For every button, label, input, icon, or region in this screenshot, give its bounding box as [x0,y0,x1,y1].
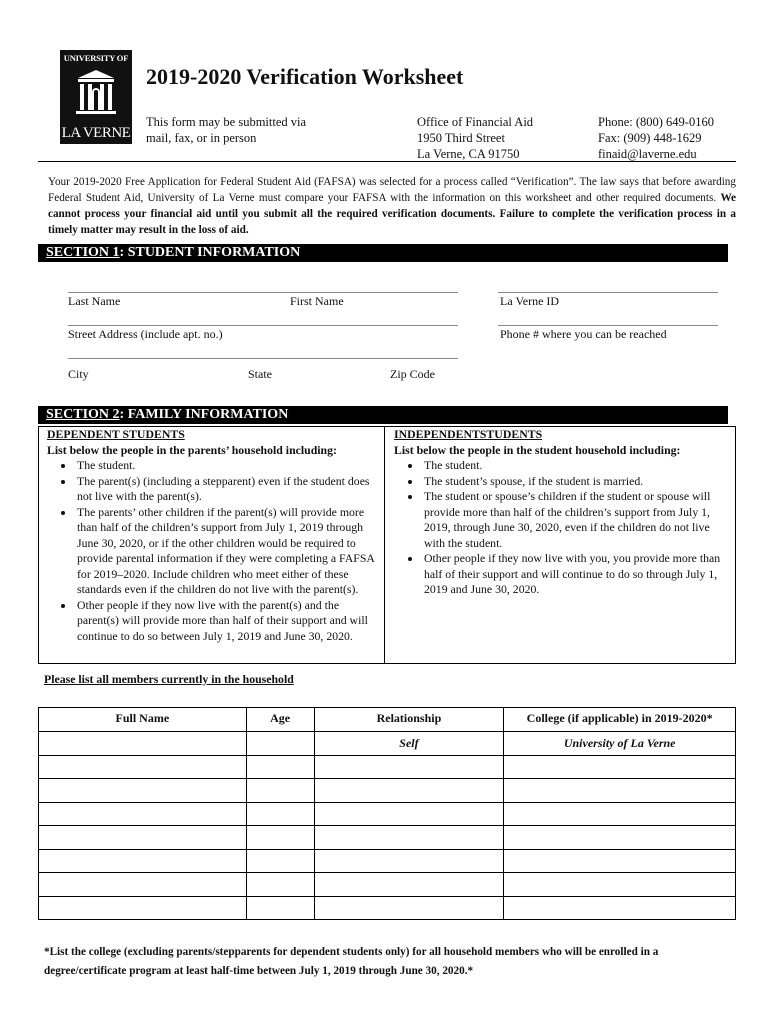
list-item: • The parents’ other children if the parent(s) will provide more than half of the children’s support from July 1, 2019 through June 30, 2020, or if the other children would be required to provide parental information if they were completing a FAFSA for 2019–2020. Include children who meet either of these standards even if the children do not live with the parent(s). [75,505,377,598]
relationship-cell[interactable] [314,802,504,826]
relationship-cell[interactable] [314,826,504,850]
submit-info [146,114,306,146]
relationship-cell: Self [314,732,504,756]
submit-line: mail, fax, or in person [146,131,257,145]
section1-title: : STUDENT INFORMATION [119,245,301,260]
street-label: Street Address (include apt. no.) [68,327,223,341]
table-row [39,849,736,873]
email-link[interactable]: finaid@laverne.edu [598,147,697,161]
table-row [39,755,736,779]
name-cell[interactable] [39,896,247,920]
family-info-box [38,426,736,664]
col-college: College (if applicable) in 2019-2020* [504,708,736,732]
col-full-name: Full Name [39,708,247,732]
page-title: 2019-2020 Verification Worksheet [146,64,464,89]
name-line[interactable] [68,292,458,293]
household-list-label: Please list all members currently in the household [44,672,294,686]
table-header-row [39,708,736,732]
name-cell[interactable] [39,849,247,873]
city-label: City [68,367,89,381]
header-divider [38,161,736,162]
household-table [38,707,736,920]
fax-text: Fax: (909) 448-1629 [598,131,702,145]
section2-header [38,406,728,424]
college-cell[interactable] [504,755,736,779]
dependent-subheading: List below the people in the parents’ household including: [47,442,337,457]
relationship-cell[interactable] [314,755,504,779]
table-row [39,826,736,850]
name-cell[interactable] [39,732,247,756]
zip-label: Zip Code [390,367,435,381]
list-item: • The student. [75,458,377,474]
list-item: • Other people if they now live with the parent(s) and the parent(s) will provide more than half of their support and will continue to do so between July 1, 2019 and June 30, 2020. [75,598,377,645]
name-cell[interactable] [39,873,247,897]
footnote: *List the college (excluding parents/stepparents for dependent students only) for all household members who will be enrolled in a degree/certificate program at least half-time between July 1, 2019 through June 30, 2020.* [44,946,659,977]
office-address [417,114,533,162]
independent-column [394,427,726,598]
dependent-column [47,427,377,644]
first-name-label: First Name [290,294,344,308]
table-row [39,873,736,897]
building-icon [74,68,118,116]
name-cell[interactable] [39,779,247,803]
age-cell[interactable] [246,755,314,779]
age-cell[interactable] [246,849,314,873]
relationship-cell[interactable] [314,849,504,873]
submit-line: This form may be submitted via [146,115,307,129]
logo-bottom-text: LA VERNE [61,125,131,141]
college-cell[interactable] [504,896,736,920]
age-cell[interactable] [246,826,314,850]
name-cell[interactable] [39,755,247,779]
age-cell[interactable] [246,802,314,826]
college-cell[interactable] [504,826,736,850]
section1-header [38,244,728,262]
street-line[interactable] [68,325,458,326]
intro-warning: We cannot process your financial aid until you submit all the required verification documents. Failure to complete the verification process in a timely matter may result in the loss of aid. [48,192,737,236]
relationship-cell[interactable] [314,896,504,920]
age-cell[interactable] [246,873,314,897]
university-logo [60,50,132,144]
table-row [39,732,736,756]
last-name-label: Last Name [68,294,121,308]
section1-number: SECTION 1 [46,245,120,260]
city-line[interactable] [68,358,458,359]
col-age: Age [246,708,314,732]
table-row [39,802,736,826]
intro-paragraph [48,174,736,238]
college-cell[interactable] [504,849,736,873]
id-line[interactable] [498,292,718,293]
contact-info [598,114,714,162]
section2-number: SECTION 2 [46,407,120,422]
independent-list [394,458,726,598]
phone-text: Phone: (800) 649-0160 [598,115,714,129]
column-divider [384,427,385,663]
table-row [39,779,736,803]
list-item: • Other people if they now live with you, you provide more than half of their support and will continue to do so through July 1, 2019 and June 30, 2020. [422,551,726,598]
table-row [39,896,736,920]
list-item: • The student or spouse’s children if the student or spouse will provide more than half of the children’s support from July 1, 2019, through June 30, 2020, even if the children do not live with the student. [422,489,726,551]
logo-top-text: UNIVERSITY OF [63,53,129,63]
independent-subheading: List below the people in the student household including: [394,442,681,457]
college-cell[interactable] [504,802,736,826]
college-cell: University of La Verne [504,732,736,756]
name-cell[interactable] [39,826,247,850]
list-item: • The student’s spouse, if the student is married. [422,474,726,490]
college-cell[interactable] [504,779,736,803]
laverne-id-label: La Verne ID [500,294,560,308]
independent-heading: INDEPENDENTSTUDENTS [394,427,543,441]
intro-text: Your 2019-2020 Free Application for Federal Student Aid (FAFSA) was selected for a process called “Verification”. The law says that before awarding Federal Student Aid, University of La Verne must compare your FAFSA with the information on this worksheet and other required documents. [48,176,736,204]
phone-label: Phone # where you can be reached [500,327,667,341]
phone-line[interactable] [498,325,718,326]
dependent-list [47,458,377,644]
age-cell[interactable] [246,896,314,920]
age-cell[interactable] [246,732,314,756]
age-cell[interactable] [246,779,314,803]
name-cell[interactable] [39,802,247,826]
section2-title: : FAMILY INFORMATION [119,407,289,422]
relationship-cell[interactable] [314,873,504,897]
dependent-heading: DEPENDENT STUDENTS [47,427,185,441]
col-relationship: Relationship [314,708,504,732]
office-line: La Verne, CA 91750 [417,147,520,161]
college-cell[interactable] [504,873,736,897]
state-label: State [248,367,272,381]
list-item: • The student. [422,458,726,474]
office-line: 1950 Third Street [417,131,505,145]
relationship-cell[interactable] [314,779,504,803]
list-item: • The parent(s) (including a stepparent) even if the student does not live with the parent(s). [75,474,377,505]
office-line: Office of Financial Aid [417,115,534,129]
